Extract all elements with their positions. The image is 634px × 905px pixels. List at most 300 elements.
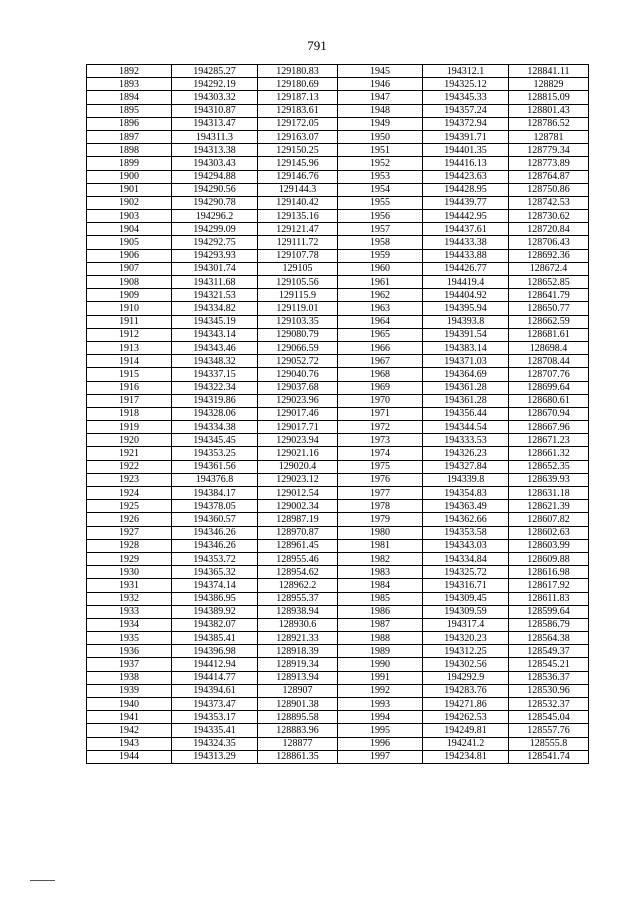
point-number-cell: 1976	[338, 473, 423, 486]
x-coordinate-cell: 194292.9	[423, 671, 509, 684]
x-coordinate-cell: 194311.3	[172, 130, 258, 143]
table-row	[87, 394, 589, 407]
y-coordinate-cell: 128530.96	[509, 684, 589, 697]
y-coordinate-cell: 128545.21	[509, 658, 589, 671]
table-row	[87, 487, 589, 500]
x-coordinate-cell: 194364.69	[423, 368, 509, 381]
y-coordinate-cell: 128907	[258, 684, 338, 697]
x-coordinate-cell: 194312.25	[423, 645, 509, 658]
x-coordinate-cell: 194382.07	[172, 618, 258, 631]
table-row	[87, 552, 589, 565]
x-coordinate-cell: 194362.66	[423, 513, 509, 526]
y-coordinate-cell: 128670.94	[509, 407, 589, 420]
coordinates-table-body	[87, 65, 589, 764]
point-number-cell: 1991	[338, 671, 423, 684]
page-number: 791	[307, 38, 327, 53]
y-coordinate-cell: 129017.71	[258, 421, 338, 434]
point-number-cell: 1897	[87, 130, 172, 143]
x-coordinate-cell: 194385.41	[172, 632, 258, 645]
x-coordinate-cell: 194378.05	[172, 500, 258, 513]
y-coordinate-cell: 129146.76	[258, 170, 338, 183]
x-coordinate-cell: 194439.77	[423, 196, 509, 209]
point-number-cell: 1973	[338, 434, 423, 447]
point-number-cell: 1996	[338, 737, 423, 750]
x-coordinate-cell: 194234.81	[423, 750, 509, 763]
x-coordinate-cell: 194345.19	[172, 315, 258, 328]
table-row	[87, 632, 589, 645]
table-row	[87, 658, 589, 671]
y-coordinate-cell: 129105.56	[258, 276, 338, 289]
x-coordinate-cell: 194373.47	[172, 698, 258, 711]
point-number-cell: 1953	[338, 170, 423, 183]
point-number-cell: 1931	[87, 579, 172, 592]
table-row	[87, 447, 589, 460]
x-coordinate-cell: 194312.1	[423, 65, 509, 78]
y-coordinate-cell: 129111.72	[258, 236, 338, 249]
y-coordinate-cell: 128961.45	[258, 539, 338, 552]
x-coordinate-cell: 194343.03	[423, 539, 509, 552]
y-coordinate-cell: 128801.43	[509, 104, 589, 117]
point-number-cell: 1906	[87, 249, 172, 262]
x-coordinate-cell: 194309.59	[423, 605, 509, 618]
table-row	[87, 328, 589, 341]
x-coordinate-cell: 194325.72	[423, 566, 509, 579]
point-number-cell: 1994	[338, 711, 423, 724]
point-number-cell: 1966	[338, 341, 423, 354]
y-coordinate-cell: 128532.37	[509, 698, 589, 711]
point-number-cell: 1935	[87, 632, 172, 645]
point-number-cell: 1917	[87, 394, 172, 407]
y-coordinate-cell: 129145.96	[258, 157, 338, 170]
table-row	[87, 605, 589, 618]
point-number-cell: 1962	[338, 289, 423, 302]
x-coordinate-cell: 194348.32	[172, 355, 258, 368]
point-number-cell: 1894	[87, 91, 172, 104]
point-number-cell: 1912	[87, 328, 172, 341]
x-coordinate-cell: 194339.8	[423, 473, 509, 486]
y-coordinate-cell: 128602.63	[509, 526, 589, 539]
x-coordinate-cell: 194334.38	[172, 421, 258, 434]
table-row	[87, 117, 589, 130]
point-number-cell: 1963	[338, 302, 423, 315]
x-coordinate-cell: 194353.58	[423, 526, 509, 539]
y-coordinate-cell: 128692.36	[509, 249, 589, 262]
x-coordinate-cell: 194334.84	[423, 552, 509, 565]
y-coordinate-cell: 128536.37	[509, 671, 589, 684]
table-row	[87, 157, 589, 170]
y-coordinate-cell: 128631.18	[509, 487, 589, 500]
point-number-cell: 1943	[87, 737, 172, 750]
point-number-cell: 1979	[338, 513, 423, 526]
point-number-cell: 1952	[338, 157, 423, 170]
point-number-cell: 1892	[87, 65, 172, 78]
table-row	[87, 170, 589, 183]
x-coordinate-cell: 194322.34	[172, 381, 258, 394]
y-coordinate-cell: 128599.64	[509, 605, 589, 618]
y-coordinate-cell: 128706.43	[509, 236, 589, 249]
point-number-cell: 1990	[338, 658, 423, 671]
y-coordinate-cell: 129135.16	[258, 210, 338, 223]
x-coordinate-cell: 194428.95	[423, 183, 509, 196]
point-number-cell: 1988	[338, 632, 423, 645]
x-coordinate-cell: 194271.86	[423, 698, 509, 711]
x-coordinate-cell: 194354.83	[423, 487, 509, 500]
y-coordinate-cell: 128699.64	[509, 381, 589, 394]
x-coordinate-cell: 194319.86	[172, 394, 258, 407]
x-coordinate-cell: 194343.46	[172, 341, 258, 354]
y-coordinate-cell: 128611.83	[509, 592, 589, 605]
y-coordinate-cell: 129017.46	[258, 407, 338, 420]
x-coordinate-cell: 194361.56	[172, 460, 258, 473]
x-coordinate-cell: 194391.71	[423, 130, 509, 143]
x-coordinate-cell: 194303.43	[172, 157, 258, 170]
y-coordinate-cell: 128877	[258, 737, 338, 750]
table-row	[87, 671, 589, 684]
table-row	[87, 381, 589, 394]
footer-rule	[30, 880, 55, 881]
y-coordinate-cell: 128987.19	[258, 513, 338, 526]
point-number-cell: 1968	[338, 368, 423, 381]
point-number-cell: 1936	[87, 645, 172, 658]
point-number-cell: 1918	[87, 407, 172, 420]
x-coordinate-cell: 194386.95	[172, 592, 258, 605]
x-coordinate-cell: 194324.35	[172, 737, 258, 750]
x-coordinate-cell: 194353.72	[172, 552, 258, 565]
y-coordinate-cell: 128541.74	[509, 750, 589, 763]
x-coordinate-cell: 194363.49	[423, 500, 509, 513]
x-coordinate-cell: 194327.84	[423, 460, 509, 473]
y-coordinate-cell: 129021.16	[258, 447, 338, 460]
point-number-cell: 1927	[87, 526, 172, 539]
y-coordinate-cell: 128779.34	[509, 144, 589, 157]
point-number-cell: 1921	[87, 447, 172, 460]
table-row	[87, 144, 589, 157]
x-coordinate-cell: 194320.23	[423, 632, 509, 645]
table-row	[87, 473, 589, 486]
point-number-cell: 1970	[338, 394, 423, 407]
x-coordinate-cell: 194299.09	[172, 223, 258, 236]
x-coordinate-cell: 194414.77	[172, 671, 258, 684]
x-coordinate-cell: 194333.53	[423, 434, 509, 447]
point-number-cell: 1957	[338, 223, 423, 236]
x-coordinate-cell: 194360.57	[172, 513, 258, 526]
x-coordinate-cell: 194433.38	[423, 236, 509, 249]
x-coordinate-cell: 194344.54	[423, 421, 509, 434]
point-number-cell: 1893	[87, 78, 172, 91]
table-row	[87, 65, 589, 78]
table-row	[87, 539, 589, 552]
point-number-cell: 1904	[87, 223, 172, 236]
table-row	[87, 645, 589, 658]
y-coordinate-cell: 129144.3	[258, 183, 338, 196]
point-number-cell: 1939	[87, 684, 172, 697]
x-coordinate-cell: 194372.94	[423, 117, 509, 130]
point-number-cell: 1933	[87, 605, 172, 618]
y-coordinate-cell: 128930.6	[258, 618, 338, 631]
point-number-cell: 1949	[338, 117, 423, 130]
x-coordinate-cell: 194241.2	[423, 737, 509, 750]
point-number-cell: 1896	[87, 117, 172, 130]
y-coordinate-cell: 129187.13	[258, 91, 338, 104]
point-number-cell: 1965	[338, 328, 423, 341]
y-coordinate-cell: 129023.12	[258, 473, 338, 486]
table-row	[87, 737, 589, 750]
y-coordinate-cell: 129183.61	[258, 104, 338, 117]
x-coordinate-cell: 194383.14	[423, 341, 509, 354]
point-number-cell: 1985	[338, 592, 423, 605]
point-number-cell: 1907	[87, 262, 172, 275]
table-row	[87, 104, 589, 117]
table-row	[87, 684, 589, 697]
x-coordinate-cell: 194317.4	[423, 618, 509, 631]
x-coordinate-cell: 194262.53	[423, 711, 509, 724]
table-row	[87, 513, 589, 526]
y-coordinate-cell: 128829	[509, 78, 589, 91]
y-coordinate-cell: 128672.4	[509, 262, 589, 275]
point-number-cell: 1925	[87, 500, 172, 513]
table-row	[87, 618, 589, 631]
point-number-cell: 1922	[87, 460, 172, 473]
point-number-cell: 1989	[338, 645, 423, 658]
x-coordinate-cell: 194389.92	[172, 605, 258, 618]
point-number-cell: 1959	[338, 249, 423, 262]
y-coordinate-cell: 129119.01	[258, 302, 338, 315]
x-coordinate-cell: 194433.88	[423, 249, 509, 262]
x-coordinate-cell: 194361.28	[423, 381, 509, 394]
table-row	[87, 460, 589, 473]
x-coordinate-cell: 194285.27	[172, 65, 258, 78]
x-coordinate-cell: 194394.61	[172, 684, 258, 697]
y-coordinate-cell: 128617.92	[509, 579, 589, 592]
point-number-cell: 1898	[87, 144, 172, 157]
point-number-cell: 1914	[87, 355, 172, 368]
y-coordinate-cell: 128773.89	[509, 157, 589, 170]
y-coordinate-cell: 128970.87	[258, 526, 338, 539]
y-coordinate-cell: 128861.35	[258, 750, 338, 763]
x-coordinate-cell: 194437.61	[423, 223, 509, 236]
x-coordinate-cell: 194412.94	[172, 658, 258, 671]
y-coordinate-cell: 129023.96	[258, 394, 338, 407]
y-coordinate-cell: 128641.79	[509, 289, 589, 302]
x-coordinate-cell: 194292.19	[172, 78, 258, 91]
x-coordinate-cell: 194292.75	[172, 236, 258, 249]
y-coordinate-cell: 128955.46	[258, 552, 338, 565]
point-number-cell: 1975	[338, 460, 423, 473]
table-row	[87, 210, 589, 223]
y-coordinate-cell: 128607.82	[509, 513, 589, 526]
table-row	[87, 183, 589, 196]
x-coordinate-cell: 194294.88	[172, 170, 258, 183]
point-number-cell: 1982	[338, 552, 423, 565]
point-number-cell: 1946	[338, 78, 423, 91]
y-coordinate-cell: 128707.76	[509, 368, 589, 381]
point-number-cell: 1920	[87, 434, 172, 447]
x-coordinate-cell: 194346.26	[172, 526, 258, 539]
y-coordinate-cell: 128919.34	[258, 658, 338, 671]
y-coordinate-cell: 128955.37	[258, 592, 338, 605]
table-row	[87, 302, 589, 315]
table-row	[87, 526, 589, 539]
y-coordinate-cell: 128671.23	[509, 434, 589, 447]
y-coordinate-cell: 128954.62	[258, 566, 338, 579]
x-coordinate-cell: 194353.25	[172, 447, 258, 460]
point-number-cell: 1995	[338, 724, 423, 737]
table-row	[87, 196, 589, 209]
x-coordinate-cell: 194353.17	[172, 711, 258, 724]
point-number-cell: 1942	[87, 724, 172, 737]
point-number-cell: 1916	[87, 381, 172, 394]
y-coordinate-cell: 128681.61	[509, 328, 589, 341]
table-row	[87, 368, 589, 381]
y-coordinate-cell: 129180.83	[258, 65, 338, 78]
y-coordinate-cell: 128555.8	[509, 737, 589, 750]
y-coordinate-cell: 128901.38	[258, 698, 338, 711]
point-number-cell: 1977	[338, 487, 423, 500]
y-coordinate-cell: 128549.37	[509, 645, 589, 658]
point-number-cell: 1911	[87, 315, 172, 328]
point-number-cell: 1937	[87, 658, 172, 671]
y-coordinate-cell: 129052.72	[258, 355, 338, 368]
y-coordinate-cell: 128662.59	[509, 315, 589, 328]
table-row	[87, 262, 589, 275]
point-number-cell: 1928	[87, 539, 172, 552]
point-number-cell: 1905	[87, 236, 172, 249]
x-coordinate-cell: 194396.98	[172, 645, 258, 658]
point-number-cell: 1919	[87, 421, 172, 434]
point-number-cell: 1908	[87, 276, 172, 289]
table-row	[87, 276, 589, 289]
table-row	[87, 500, 589, 513]
point-number-cell: 1944	[87, 750, 172, 763]
x-coordinate-cell: 194301.74	[172, 262, 258, 275]
y-coordinate-cell: 128730.62	[509, 210, 589, 223]
point-number-cell: 1895	[87, 104, 172, 117]
x-coordinate-cell: 194345.33	[423, 91, 509, 104]
point-number-cell: 1958	[338, 236, 423, 249]
point-number-cell: 1934	[87, 618, 172, 631]
point-number-cell: 1974	[338, 447, 423, 460]
table-row	[87, 91, 589, 104]
table-row	[87, 566, 589, 579]
y-coordinate-cell: 128708.44	[509, 355, 589, 368]
y-coordinate-cell: 128650.77	[509, 302, 589, 315]
y-coordinate-cell: 128921.33	[258, 632, 338, 645]
y-coordinate-cell: 129012.54	[258, 487, 338, 500]
x-coordinate-cell: 194326.23	[423, 447, 509, 460]
point-number-cell: 1997	[338, 750, 423, 763]
table-row	[87, 434, 589, 447]
point-number-cell: 1900	[87, 170, 172, 183]
point-number-cell: 1913	[87, 341, 172, 354]
point-number-cell: 1902	[87, 196, 172, 209]
table-row	[87, 698, 589, 711]
y-coordinate-cell: 128698.4	[509, 341, 589, 354]
point-number-cell: 1941	[87, 711, 172, 724]
point-number-cell: 1923	[87, 473, 172, 486]
x-coordinate-cell: 194376.8	[172, 473, 258, 486]
y-coordinate-cell: 128621.39	[509, 500, 589, 513]
y-coordinate-cell: 128918.39	[258, 645, 338, 658]
point-number-cell: 1940	[87, 698, 172, 711]
x-coordinate-cell: 194374.14	[172, 579, 258, 592]
x-coordinate-cell: 194321.53	[172, 289, 258, 302]
x-coordinate-cell: 194290.78	[172, 196, 258, 209]
point-number-cell: 1967	[338, 355, 423, 368]
x-coordinate-cell: 194337.15	[172, 368, 258, 381]
y-coordinate-cell: 128661.32	[509, 447, 589, 460]
x-coordinate-cell: 194346.26	[172, 539, 258, 552]
x-coordinate-cell: 194283.76	[423, 684, 509, 697]
table-row	[87, 341, 589, 354]
x-coordinate-cell: 194310.87	[172, 104, 258, 117]
point-number-cell: 1987	[338, 618, 423, 631]
y-coordinate-cell: 128786.52	[509, 117, 589, 130]
y-coordinate-cell: 129140.42	[258, 196, 338, 209]
table-row	[87, 750, 589, 763]
table-row	[87, 223, 589, 236]
y-coordinate-cell: 128841.11	[509, 65, 589, 78]
table-row	[87, 724, 589, 737]
y-coordinate-cell: 128667.96	[509, 421, 589, 434]
x-coordinate-cell: 194316.71	[423, 579, 509, 592]
x-coordinate-cell: 194391.54	[423, 328, 509, 341]
y-coordinate-cell: 129115.9	[258, 289, 338, 302]
x-coordinate-cell: 194313.47	[172, 117, 258, 130]
x-coordinate-cell: 194401.35	[423, 144, 509, 157]
point-number-cell: 1981	[338, 539, 423, 552]
x-coordinate-cell: 194416.13	[423, 157, 509, 170]
y-coordinate-cell: 129107.78	[258, 249, 338, 262]
point-number-cell: 1956	[338, 210, 423, 223]
point-number-cell: 1950	[338, 130, 423, 143]
y-coordinate-cell: 128895.58	[258, 711, 338, 724]
x-coordinate-cell: 194371.03	[423, 355, 509, 368]
x-coordinate-cell: 194311.68	[172, 276, 258, 289]
table-row	[87, 315, 589, 328]
table-row	[87, 289, 589, 302]
x-coordinate-cell: 194328.06	[172, 407, 258, 420]
point-number-cell: 1955	[338, 196, 423, 209]
point-number-cell: 1910	[87, 302, 172, 315]
point-number-cell: 1945	[338, 65, 423, 78]
y-coordinate-cell: 128652.35	[509, 460, 589, 473]
y-coordinate-cell: 129180.69	[258, 78, 338, 91]
table-row	[87, 355, 589, 368]
x-coordinate-cell: 194296.2	[172, 210, 258, 223]
table-row	[87, 407, 589, 420]
point-number-cell: 1993	[338, 698, 423, 711]
table-row	[87, 421, 589, 434]
point-number-cell: 1961	[338, 276, 423, 289]
x-coordinate-cell: 194290.56	[172, 183, 258, 196]
y-coordinate-cell: 129080.79	[258, 328, 338, 341]
x-coordinate-cell: 194357.24	[423, 104, 509, 117]
y-coordinate-cell: 128883.96	[258, 724, 338, 737]
x-coordinate-cell: 194419.4	[423, 276, 509, 289]
y-coordinate-cell: 129002.34	[258, 500, 338, 513]
table-row	[87, 579, 589, 592]
point-number-cell: 1932	[87, 592, 172, 605]
x-coordinate-cell: 194442.95	[423, 210, 509, 223]
y-coordinate-cell: 129172.05	[258, 117, 338, 130]
point-number-cell: 1924	[87, 487, 172, 500]
y-coordinate-cell: 129023.94	[258, 434, 338, 447]
y-coordinate-cell: 128603.99	[509, 539, 589, 552]
point-number-cell: 1972	[338, 421, 423, 434]
x-coordinate-cell: 194335.41	[172, 724, 258, 737]
point-number-cell: 1903	[87, 210, 172, 223]
x-coordinate-cell: 194334.82	[172, 302, 258, 315]
